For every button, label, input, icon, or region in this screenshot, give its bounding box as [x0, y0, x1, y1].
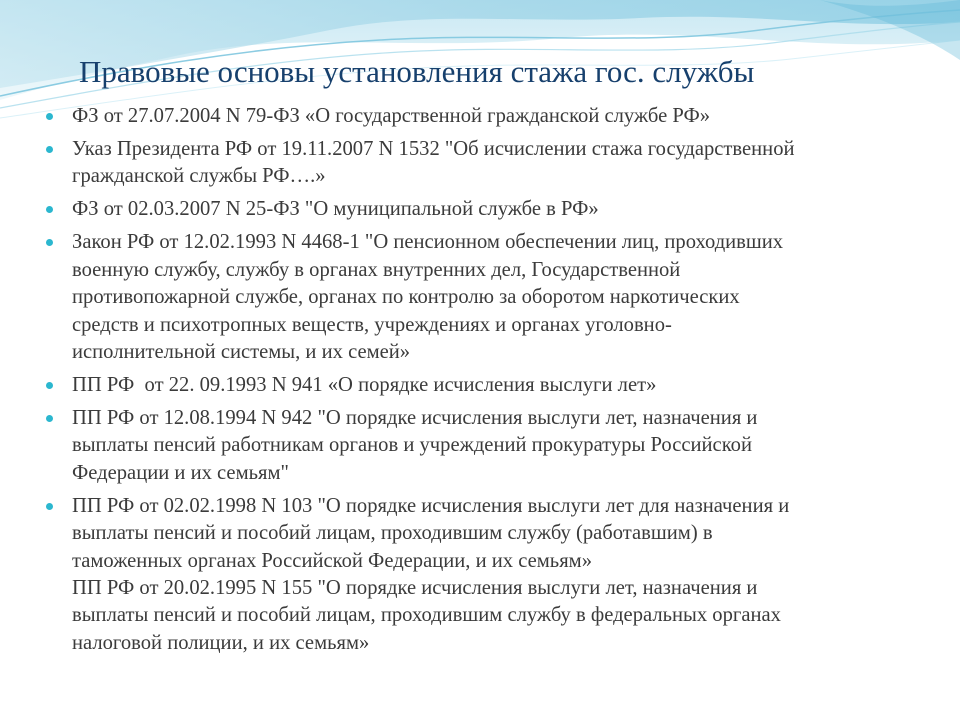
item-text-line: таможенных органах Российской Федерации, и их семьям» [72, 549, 593, 572]
bullet-icon [46, 146, 53, 153]
bullet-icon [46, 503, 53, 510]
item-text-line: ФЗ от 27.07.2004 N 79-ФЗ «О государственной гражданской службе РФ» [72, 105, 711, 127]
item-text-line: ФЗ от 02.03.2007 N 25-ФЗ "О муниципальной службе в РФ» [72, 198, 599, 221]
item-text-line: противопожарной службе, органах по контролю за оборотом наркотических [72, 286, 740, 309]
item-text-line: ПП РФ от 20.02.1995 N 155 "О порядке исчисления выслуги лет, назначения и [72, 577, 758, 600]
bullet-icon [46, 382, 53, 389]
bullet-icon [46, 239, 53, 246]
item-text-line: Федерации и их семьям" [72, 461, 289, 484]
item-text-line: средств и психотропных веществ, учреждениях и органах уголовно- [72, 313, 672, 336]
item-text-line: военную службу, службу в органах внутренних дел, Государственной [72, 258, 681, 281]
item-text-line: исполнительной системы, и их семей» [72, 341, 411, 364]
bullet-icon [46, 415, 53, 422]
item-text-line: ПП РФ от 22. 09.1993 N 941 «О порядке исчисления выслуги лет» [72, 374, 657, 397]
item-text-line: Указ Президента РФ от 19.11.2007 N 1532 "Об исчислении стажа государственной [72, 138, 795, 160]
list-item [46, 493, 926, 657]
list-item [46, 196, 926, 223]
item-text-line: Закон РФ от 12.02.1993 N 4468-1 "О пенсионном обеспечении лиц, проходивших [72, 231, 784, 254]
item-text-line: выплаты пенсий и пособий лицам, проходившим службу (работавшим) в [72, 522, 713, 545]
item-text-line: выплаты пенсий работникам органов и учреждений прокуратуры Российской [72, 434, 752, 457]
list-item [46, 405, 926, 487]
bullet-icon [46, 206, 53, 213]
list-item [46, 229, 926, 366]
slide-title: Правовые основы установления стажа гос. службы [79, 54, 755, 89]
bullet-icon [46, 113, 53, 120]
list-item [46, 103, 926, 130]
item-text-line: выплаты пенсий и пособий лицам, проходившим службу в федеральных органах [72, 604, 781, 627]
list-item [46, 136, 926, 191]
item-text-line: ПП РФ от 02.02.1998 N 103 "О порядке исчисления выслуги лет для назначения и [72, 494, 790, 517]
item-text-line: ПП РФ от 12.08.1994 N 942 "О порядке исчисления выслуги лет, назначения и [72, 407, 758, 430]
legal-acts-list [46, 103, 926, 663]
item-text-line: налоговой полиции, и их семьям» [72, 631, 370, 654]
list-item [46, 372, 926, 399]
item-text-line: гражданской службы РФ….» [72, 165, 326, 188]
